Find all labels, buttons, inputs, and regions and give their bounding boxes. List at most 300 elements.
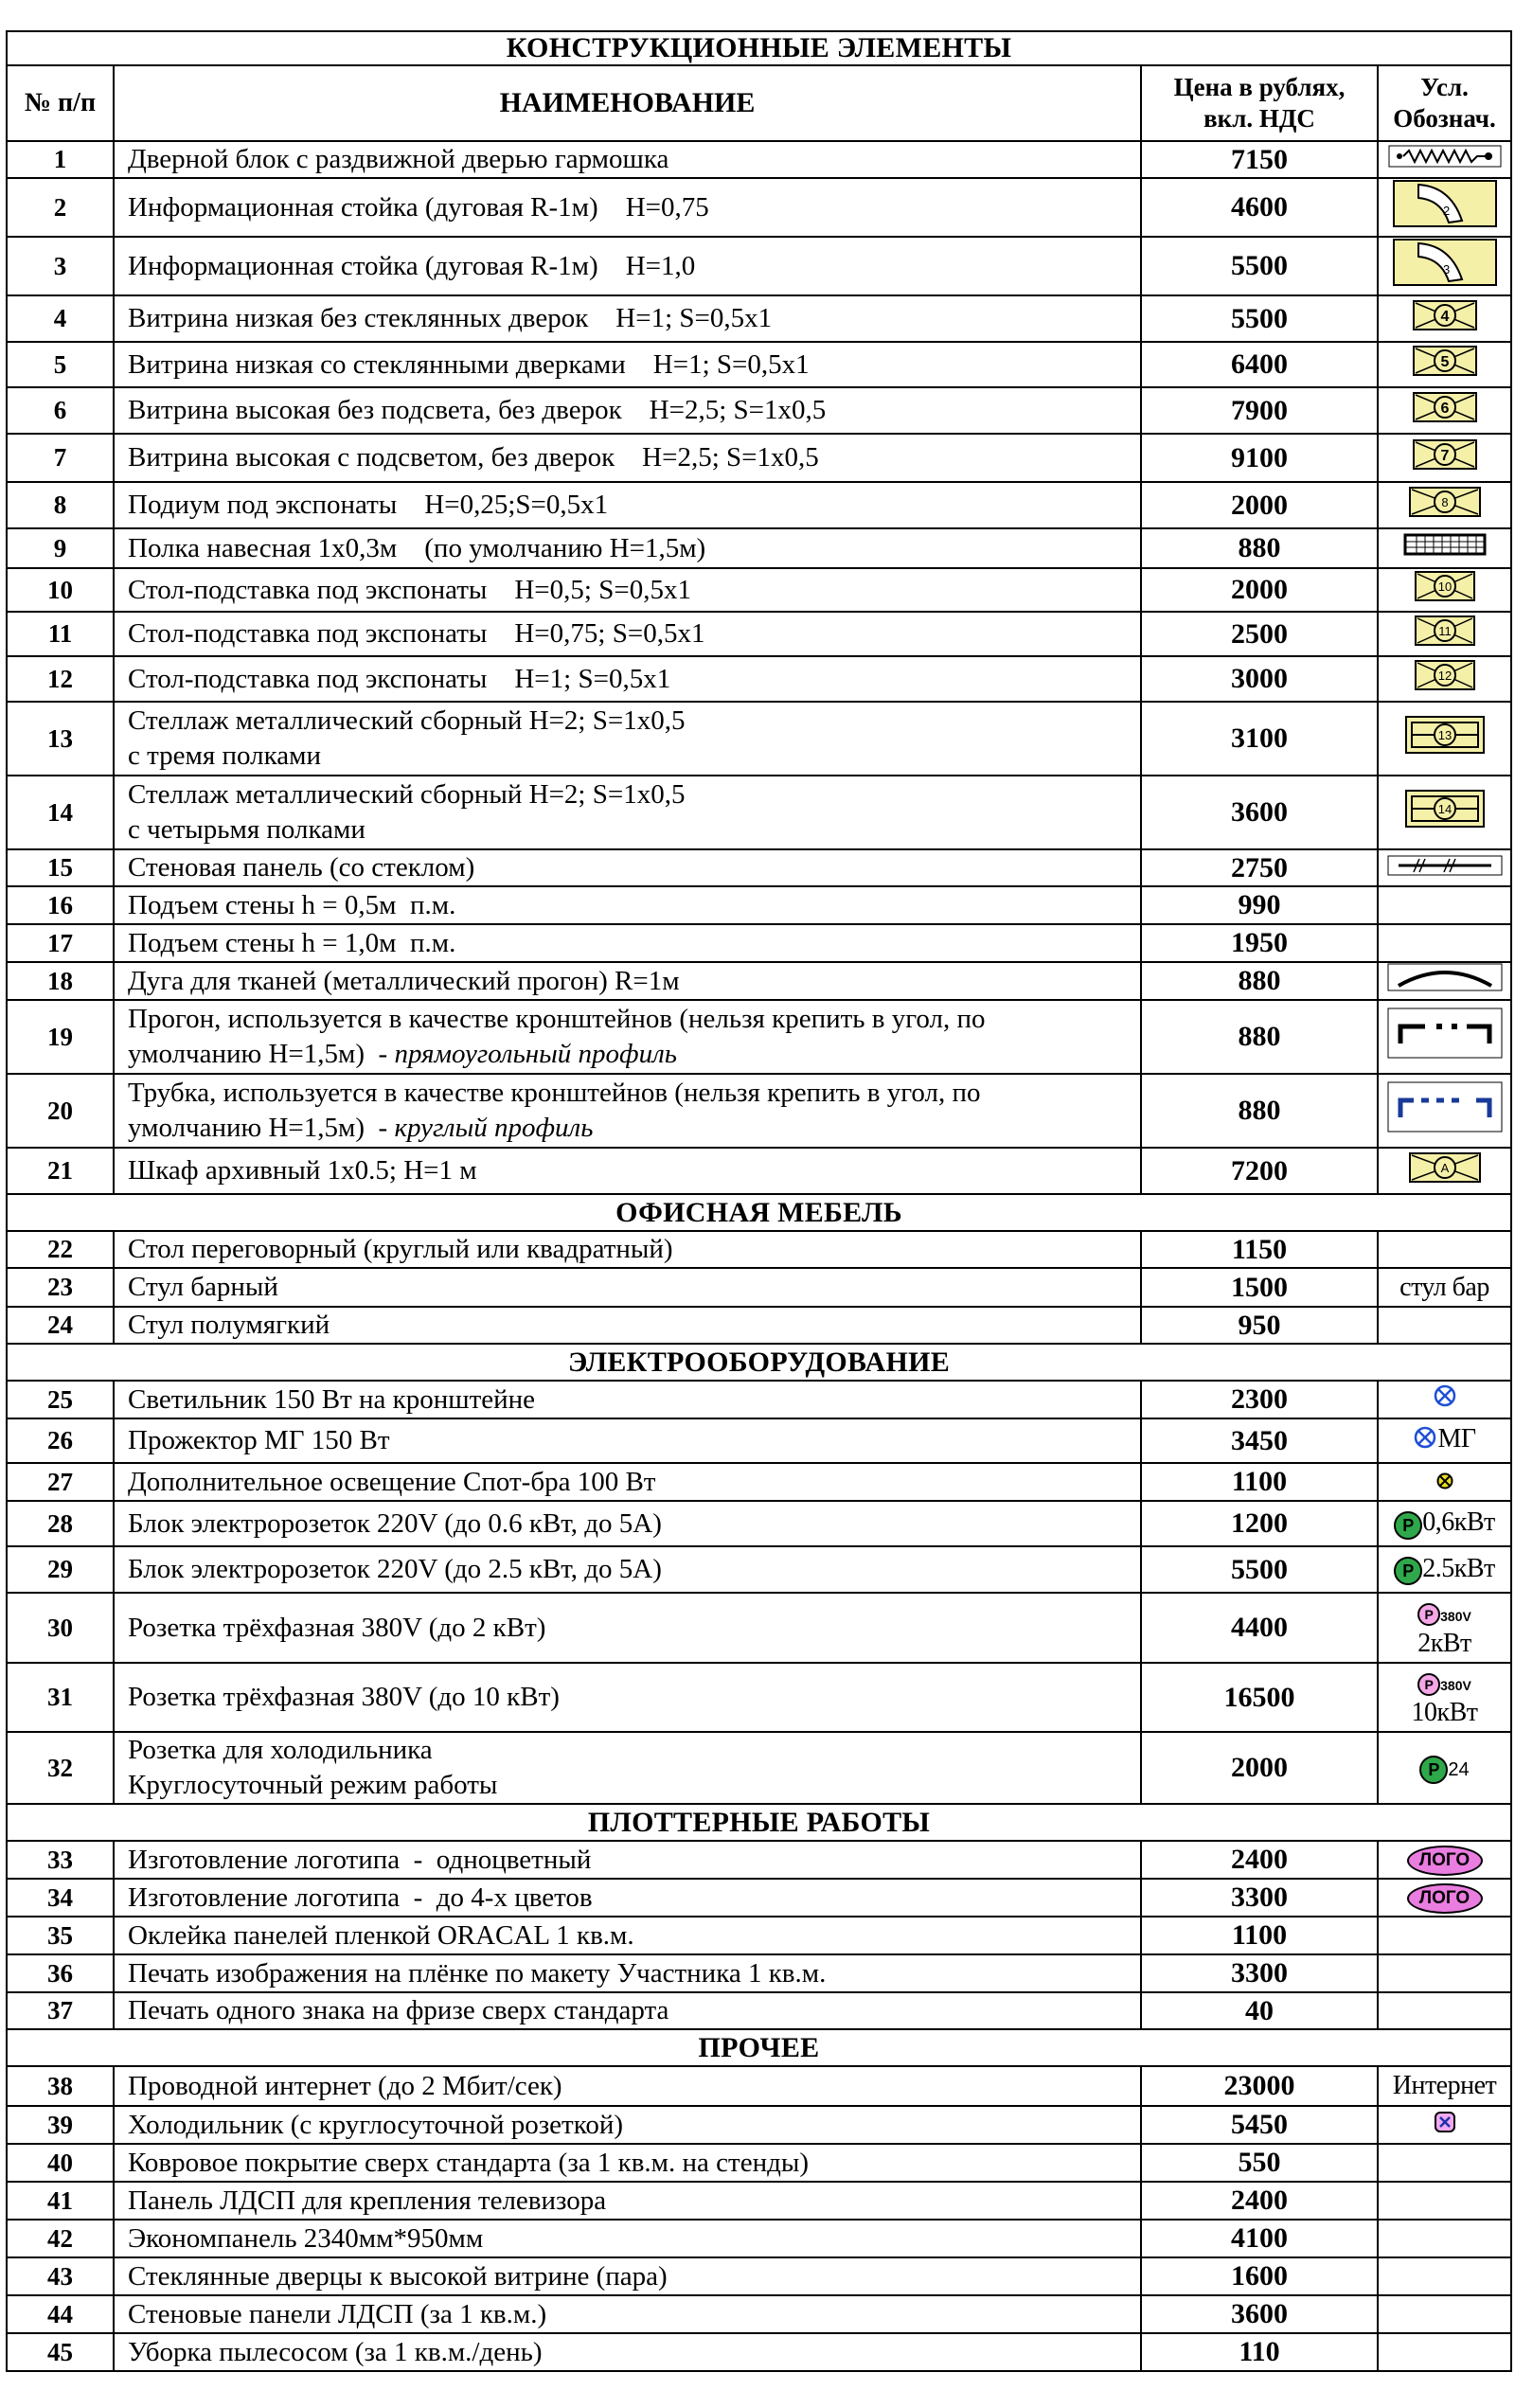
item-name-line1: Подиум под экспонаты H=0,25;S=0,5x1 <box>128 490 609 520</box>
item-symbol <box>1378 2106 1511 2144</box>
row-number: 5 <box>7 342 114 387</box>
item-price: 5500 <box>1141 237 1378 295</box>
row-number: 16 <box>7 886 114 924</box>
section-row <box>7 1804 1511 1841</box>
item-price: 2000 <box>1141 1732 1378 1804</box>
item-name <box>114 434 1141 482</box>
svg-text:13: 13 <box>1437 728 1452 742</box>
item-name-line1: Изготовление логотипа - одноцветный <box>128 1844 592 1875</box>
table-row <box>7 237 1511 295</box>
row-number: 23 <box>7 1268 114 1307</box>
table-row <box>7 1546 1511 1593</box>
item-symbol <box>1378 237 1511 295</box>
item-price: 4100 <box>1141 2220 1378 2257</box>
row-number: 1 <box>7 141 114 178</box>
item-name <box>114 1268 1141 1307</box>
item-name <box>114 237 1141 295</box>
item-symbol <box>1378 1074 1511 1148</box>
table-row <box>7 1663 1511 1732</box>
item-symbol <box>1378 1463 1511 1501</box>
item-name <box>114 1148 1141 1194</box>
item-name-line1: Информационная стойка (дуговая R-1м) H=0,75 <box>128 191 709 223</box>
item-price: 2000 <box>1141 482 1378 528</box>
item-name-line1: Подъем стены h = 0,5м п.м. <box>128 889 456 920</box>
row-number: 45 <box>7 2333 114 2371</box>
item-name <box>114 924 1141 962</box>
item-name <box>114 1463 1141 1501</box>
item-symbol <box>1378 1593 1511 1663</box>
row-number: 42 <box>7 2220 114 2257</box>
svg-text:7: 7 <box>1440 447 1449 464</box>
row-number: 19 <box>7 1000 114 1074</box>
table-row <box>7 886 1511 924</box>
item-name-line1: Печать изображения на плёнке по макету Участника 1 кв.м. <box>128 1957 827 1989</box>
row-number: 30 <box>7 1593 114 1663</box>
item-name-line2: с тремя полками <box>128 740 321 771</box>
fridge-icon <box>1433 2111 1457 2141</box>
item-name <box>114 2066 1141 2106</box>
table-row <box>7 1000 1511 1074</box>
item-symbol <box>1378 568 1511 612</box>
svg-text:12: 12 <box>1437 669 1452 683</box>
row-number: 3 <box>7 237 114 295</box>
table-row <box>7 1917 1511 1954</box>
svg-text:8: 8 <box>1440 494 1449 509</box>
item-symbol <box>1378 1418 1511 1463</box>
item-price: 1100 <box>1141 1463 1378 1501</box>
section-title: ОФИСНАЯ МЕБЕЛЬ <box>7 1194 1511 1231</box>
row-number: 29 <box>7 1546 114 1593</box>
item-price: 110 <box>1141 2333 1378 2371</box>
item-price: 2500 <box>1141 612 1378 656</box>
item-price: 950 <box>1141 1307 1378 1344</box>
section-row <box>7 1194 1511 1231</box>
row-number: 17 <box>7 924 114 962</box>
item-symbol <box>1378 1268 1511 1307</box>
section-title: ПЛОТТЕРНЫЕ РАБОТЫ <box>7 1804 1511 1841</box>
table-row <box>7 849 1511 886</box>
item-name <box>114 1917 1141 1954</box>
item-symbol <box>1378 1663 1511 1732</box>
item-name-line1: Ковровое покрытие сверх стандарта (за 1 кв.м. на стенды) <box>128 2147 810 2178</box>
row-number: 37 <box>7 1992 114 2029</box>
row-number: 13 <box>7 702 114 776</box>
item-name-line1: Оклейка панелей пленкой ORACAL 1 кв.м. <box>128 1919 634 1951</box>
item-name <box>114 1992 1141 2029</box>
lamp-icon <box>1433 1383 1457 1416</box>
item-name-line1: Панель ЛДСП для крепления телевизора <box>128 2185 607 2216</box>
item-name <box>114 612 1141 656</box>
row-number: 15 <box>7 849 114 886</box>
row-number: 43 <box>7 2257 114 2295</box>
rect-profile-bracket-icon <box>1387 1008 1503 1066</box>
item-symbol <box>1378 656 1511 702</box>
item-price: 1150 <box>1141 1231 1378 1268</box>
socket-icon: P <box>1394 1508 1422 1540</box>
row-number: 44 <box>7 2295 114 2333</box>
item-symbol <box>1378 2257 1511 2295</box>
three-phase-socket-icon: P 380V <box>1417 1598 1471 1629</box>
svg-text:2: 2 <box>1442 204 1450 218</box>
table-row <box>7 962 1511 1000</box>
svg-text:3: 3 <box>1442 262 1450 276</box>
item-name <box>114 1000 1141 1074</box>
table-row <box>7 568 1511 612</box>
item-price: 4400 <box>1141 1593 1378 1663</box>
item-symbol <box>1378 1546 1511 1593</box>
table-row <box>7 1732 1511 1804</box>
item-price: 2300 <box>1141 1381 1378 1418</box>
item-name-line1: Стол-подставка под экспонаты H=1; S=0,5x1 <box>128 663 671 694</box>
item-name-line1: Стул полумягкий <box>128 1310 330 1340</box>
price-table <box>6 30 1512 2372</box>
item-symbol <box>1378 1381 1511 1418</box>
table-row <box>7 2220 1511 2257</box>
row-number: 9 <box>7 528 114 568</box>
item-name-line1: Подъем стены h = 1,0м п.м. <box>128 927 456 958</box>
item-price: 1100 <box>1141 1917 1378 1954</box>
item-price: 3300 <box>1141 1879 1378 1917</box>
item-price: 7200 <box>1141 1148 1378 1194</box>
item-name-line1: Уборка пылесосом (за 1 кв.м./день) <box>128 2336 543 2367</box>
item-name <box>114 1593 1141 1663</box>
row-number: 34 <box>7 1879 114 1917</box>
item-name-line1: Витрина высокая с подсветом, без дверок H=2,5; S=1x0,5 <box>128 442 819 473</box>
table-row <box>7 702 1511 776</box>
table-row <box>7 1231 1511 1268</box>
item-price: 880 <box>1141 528 1378 568</box>
arc-stand-2-icon <box>1392 179 1498 236</box>
item-symbol <box>1378 1879 1511 1917</box>
item-name <box>114 1307 1141 1344</box>
svg-text:A: A <box>1440 1160 1449 1175</box>
item-price: 7150 <box>1141 141 1378 178</box>
table-row <box>7 2333 1511 2371</box>
item-name-line1: Шкаф архивный 1х0.5; H=1 м <box>128 1155 477 1186</box>
rack-14-icon <box>1404 789 1486 836</box>
item-name <box>114 178 1141 237</box>
table-row <box>7 1463 1511 1501</box>
item-name-line1: Розетка трёхфазная 380V (до 2 кВт) <box>128 1612 546 1643</box>
socket-icon: P <box>1394 1555 1422 1586</box>
row-number: 8 <box>7 482 114 528</box>
item-name <box>114 1381 1141 1418</box>
item-name <box>114 656 1141 702</box>
table-row <box>7 776 1511 849</box>
price-list-sheet <box>6 30 1512 2372</box>
item-name-line1: Трубка, используется в качестве кронштейнов (нельзя крепить в угол, по <box>128 1078 981 1108</box>
item-name <box>114 528 1141 568</box>
accordion-door-icon <box>1388 145 1502 175</box>
row-number: 28 <box>7 1501 114 1546</box>
item-name <box>114 2182 1141 2220</box>
row-number: 41 <box>7 2182 114 2220</box>
table-row <box>7 2295 1511 2333</box>
item-name-line1: Проводной интернет (до 2 Мбит/сек) <box>128 2070 562 2101</box>
svg-text:11: 11 <box>1437 623 1452 638</box>
row-number: 33 <box>7 1841 114 1879</box>
item-name-line1: Холодильник (с круглосуточной розеткой) <box>128 2109 624 2140</box>
item-price: 2400 <box>1141 2182 1378 2220</box>
item-price: 16500 <box>1141 1663 1378 1732</box>
item-name <box>114 295 1141 342</box>
item-symbol <box>1378 2144 1511 2182</box>
symbol-label: 2кВт <box>1417 1628 1471 1658</box>
header-symbol-line2: Обознач. <box>1393 104 1496 133</box>
item-symbol <box>1378 2066 1511 2106</box>
row-number: 36 <box>7 1954 114 1992</box>
row-number: 14 <box>7 776 114 849</box>
item-name-line2: с четырьмя полками <box>128 814 365 845</box>
table-row <box>7 141 1511 178</box>
logo-badge-icon: ЛОГО <box>1407 1882 1483 1915</box>
row-number: 32 <box>7 1732 114 1804</box>
item-name-line1: Прожектор МГ 150 Вт <box>128 1425 390 1455</box>
header-price-line2: вкл. НДС <box>1203 104 1315 133</box>
item-symbol <box>1378 886 1511 924</box>
table-row <box>7 482 1511 528</box>
item-price: 7900 <box>1141 387 1378 434</box>
row-number: 21 <box>7 1148 114 1194</box>
svg-text:4: 4 <box>1440 308 1449 325</box>
item-name <box>114 849 1141 886</box>
item-name <box>114 886 1141 924</box>
item-name-line1: Стеклянные дверцы к высокой витрине (пара) <box>128 2260 668 2292</box>
item-name-line1: Витрина высокая без подсвета, без дверок H=2,5; S=1x0,5 <box>128 395 827 425</box>
item-symbol <box>1378 1954 1511 1992</box>
item-name <box>114 1954 1141 1992</box>
item-name-line1: Полка навесная 1х0,3м (по умолчанию H=1,5м) <box>128 532 706 563</box>
item-price: 3600 <box>1141 776 1378 849</box>
item-symbol <box>1378 1231 1511 1268</box>
table-row <box>7 434 1511 482</box>
table-row <box>7 528 1511 568</box>
symbol-label: 0,6кВт <box>1422 1507 1495 1538</box>
svg-text:6: 6 <box>1440 400 1449 417</box>
table-row <box>7 342 1511 387</box>
item-name <box>114 2220 1141 2257</box>
item-name-line1: Информационная стойка (дуговая R-1м) H=1,0 <box>128 250 696 281</box>
item-name <box>114 2333 1141 2371</box>
table-row <box>7 1307 1511 1344</box>
arc-stand-3-icon <box>1392 238 1498 294</box>
item-name-line1: Стеллаж металлический сборный H=2; S=1x0,5 <box>128 779 686 810</box>
archive-cabinet-icon <box>1408 1151 1482 1191</box>
item-symbol <box>1378 1732 1511 1804</box>
fabric-arc-icon <box>1387 963 1503 999</box>
row-number: 39 <box>7 2106 114 2144</box>
item-price: 1200 <box>1141 1501 1378 1546</box>
item-name <box>114 1231 1141 1268</box>
showcase-7-icon <box>1412 438 1478 478</box>
item-name-line2: Круглосуточный режим работы <box>128 1770 498 1800</box>
row-number: 12 <box>7 656 114 702</box>
svg-text:10: 10 <box>1437 580 1452 594</box>
item-price: 880 <box>1141 962 1378 1000</box>
item-name <box>114 702 1141 776</box>
row-number: 27 <box>7 1463 114 1501</box>
item-name-line1: Печать одного знака на фризе сверх стандарта <box>128 1995 669 2025</box>
table-stand-12-icon <box>1414 659 1476 699</box>
symbol-label: стул бар <box>1399 1272 1489 1302</box>
item-symbol <box>1378 1841 1511 1879</box>
item-price: 5450 <box>1141 2106 1378 2144</box>
item-name-line2: умолчанию H=1,5м) - <box>128 1039 395 1069</box>
spotlight-icon <box>1413 1425 1437 1457</box>
item-price: 550 <box>1141 2144 1378 2182</box>
row-number: 26 <box>7 1418 114 1463</box>
item-name-line1: Блок электророзеток 220V (до 2.5 кВт, до 5А) <box>128 1554 662 1584</box>
row-number: 6 <box>7 387 114 434</box>
table-row <box>7 2066 1511 2106</box>
item-name <box>114 1418 1141 1463</box>
item-price: 3000 <box>1141 656 1378 702</box>
item-name-line1: Розетка трёхфазная 380V (до 10 кВт) <box>128 1682 560 1712</box>
header-symbol <box>1378 65 1511 141</box>
item-price: 5500 <box>1141 295 1378 342</box>
page-title: КОНСТРУКЦИОННЫЕ ЭЛЕМЕНТЫ <box>7 31 1511 65</box>
item-symbol <box>1378 2333 1511 2371</box>
table-row <box>7 178 1511 237</box>
row-number: 18 <box>7 962 114 1000</box>
header-number: № п/п <box>7 65 114 141</box>
item-price: 3300 <box>1141 1954 1378 1992</box>
item-price: 23000 <box>1141 2066 1378 2106</box>
item-symbol <box>1378 178 1511 237</box>
item-name-line1: Стол переговорный (круглый или квадратный) <box>128 1234 673 1264</box>
table-row <box>7 295 1511 342</box>
item-price: 1600 <box>1141 2257 1378 2295</box>
section-row <box>7 1344 1511 1381</box>
item-name <box>114 1663 1141 1732</box>
table-row <box>7 1879 1511 1917</box>
profile-type: прямоугольный профиль <box>394 1039 677 1069</box>
showcase-4-icon <box>1412 299 1478 339</box>
item-name-line1: Блок электророзеток 220V (до 0.6 кВт, до 5А) <box>128 1507 662 1539</box>
table-row <box>7 1501 1511 1546</box>
item-name-line1: Изготовление логотипа - до 4-х цветов <box>128 1882 593 1913</box>
item-name-line1: Дверной блок с раздвижной дверью гармошка <box>128 144 669 174</box>
profile-type: круглый профиль <box>394 1113 594 1143</box>
item-price: 2400 <box>1141 1841 1378 1879</box>
svg-text:14: 14 <box>1437 802 1452 816</box>
item-symbol <box>1378 702 1511 776</box>
table-row <box>7 612 1511 656</box>
item-price: 2000 <box>1141 568 1378 612</box>
row-number: 40 <box>7 2144 114 2182</box>
shelf-icon <box>1402 532 1488 564</box>
item-symbol <box>1378 528 1511 568</box>
item-name-line1: Стеновая панель (со стеклом) <box>128 852 475 883</box>
item-name <box>114 482 1141 528</box>
row-number: 31 <box>7 1663 114 1732</box>
item-name-line1: Стол-подставка под экспонаты H=0,75; S=0,5x1 <box>128 618 705 649</box>
item-price: 6400 <box>1141 342 1378 387</box>
table-row <box>7 1418 1511 1463</box>
table-row <box>7 656 1511 702</box>
item-name-line1: Витрина низкая без стеклянных дверок H=1; S=0,5x1 <box>128 303 773 333</box>
table-row <box>7 2106 1511 2144</box>
item-price: 1950 <box>1141 924 1378 962</box>
item-price: 3450 <box>1141 1418 1378 1463</box>
item-symbol <box>1378 387 1511 434</box>
item-symbol <box>1378 924 1511 962</box>
item-name <box>114 2295 1141 2333</box>
item-name-line1: Розетка для холодильника <box>128 1735 433 1765</box>
item-symbol <box>1378 141 1511 178</box>
row-number: 11 <box>7 612 114 656</box>
row-number: 4 <box>7 295 114 342</box>
showcase-5-icon <box>1412 345 1478 384</box>
showcase-6-icon <box>1412 391 1478 431</box>
item-symbol <box>1378 962 1511 1000</box>
row-number: 24 <box>7 1307 114 1344</box>
item-name <box>114 2257 1141 2295</box>
logo-badge-icon: ЛОГО <box>1407 1845 1483 1877</box>
item-name <box>114 342 1141 387</box>
row-number: 7 <box>7 434 114 482</box>
svg-text:5: 5 <box>1440 354 1449 370</box>
table-stand-10-icon <box>1414 570 1476 610</box>
item-price: 3600 <box>1141 2295 1378 2333</box>
item-symbol <box>1378 1000 1511 1074</box>
round-profile-bracket-icon <box>1387 1081 1503 1140</box>
item-symbol <box>1378 342 1511 387</box>
fridge-socket-icon: P 24 <box>1419 1753 1469 1784</box>
item-symbol <box>1378 1307 1511 1344</box>
item-name <box>114 568 1141 612</box>
item-name-line1: Светильник 150 Вт на кронштейне <box>128 1383 536 1415</box>
row-number: 10 <box>7 568 114 612</box>
item-name-line1: Стул барный <box>128 1272 278 1302</box>
item-symbol <box>1378 2295 1511 2333</box>
item-symbol <box>1378 612 1511 656</box>
section-title: ЭЛЕКТРООБОРУДОВАНИЕ <box>7 1344 1511 1381</box>
table-row <box>7 1954 1511 1992</box>
row-number: 35 <box>7 1917 114 1954</box>
item-name-line1: Дополнительное освещение Спот-бра 100 Вт <box>128 1466 656 1497</box>
item-price: 880 <box>1141 1000 1378 1074</box>
table-row <box>7 1381 1511 1418</box>
item-name <box>114 776 1141 849</box>
item-name <box>114 1841 1141 1879</box>
item-price: 880 <box>1141 1074 1378 1148</box>
header-name: НАИМЕНОВАНИЕ <box>114 65 1141 141</box>
header-symbol-line1: Усл. <box>1420 73 1469 101</box>
row-number: 2 <box>7 178 114 237</box>
item-name-line1: Экономпанель 2340мм*950мм <box>128 2222 484 2254</box>
table-row <box>7 2257 1511 2295</box>
table-row <box>7 1992 1511 2029</box>
header-price-line1: Цена в рублях, <box>1173 73 1346 101</box>
table-body <box>7 141 1511 2371</box>
item-symbol <box>1378 1917 1511 1954</box>
item-name <box>114 2106 1141 2144</box>
symbol-label: 2.5кВт <box>1422 1553 1495 1583</box>
item-symbol <box>1378 1148 1511 1194</box>
item-name <box>114 141 1141 178</box>
item-price: 4600 <box>1141 178 1378 237</box>
item-price: 3100 <box>1141 702 1378 776</box>
item-name-line1: Прогон, используется в качестве кронштейнов (нельзя крепить в угол, по <box>128 1004 986 1034</box>
item-symbol <box>1378 849 1511 886</box>
section-row <box>7 2029 1511 2066</box>
item-symbol <box>1378 482 1511 528</box>
item-name <box>114 1546 1141 1593</box>
three-phase-socket-icon: P 380V <box>1417 1668 1471 1698</box>
item-name <box>114 962 1141 1000</box>
item-price: 9100 <box>1141 434 1378 482</box>
